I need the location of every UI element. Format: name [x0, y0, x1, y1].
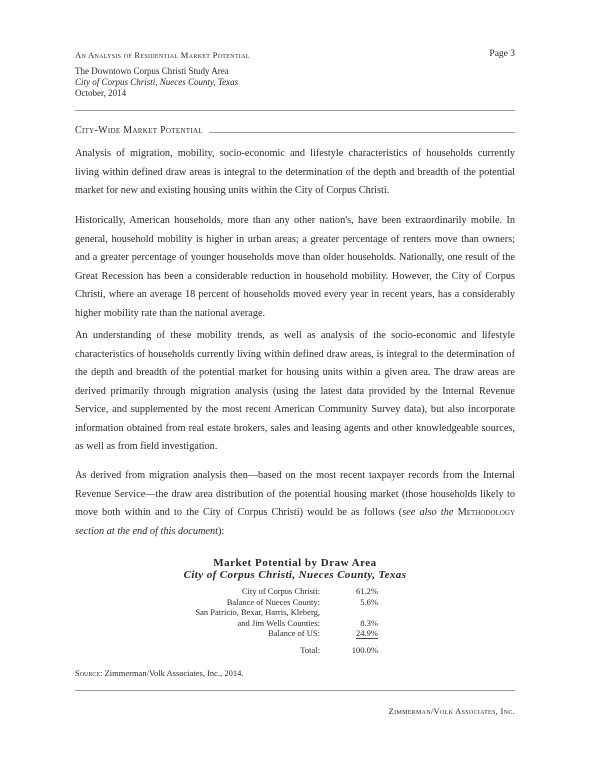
source-label: Source:: [75, 668, 103, 678]
row-value-text: 24.9%: [356, 628, 378, 638]
page-number: Page 3: [489, 49, 515, 59]
table-row: [75, 597, 515, 608]
source-text: Zimmerman/Volk Associates, Inc., 2014.: [102, 668, 244, 678]
header-divider: [75, 110, 515, 111]
table-row: [75, 618, 515, 629]
location: City of Corpus Christi, Nueces County, Texas: [75, 77, 239, 87]
study-area: The Downtown Corpus Christi Study Area: [75, 66, 229, 76]
draw-area-table: [75, 586, 515, 655]
paragraph-3: An understanding of these mobility trends, as well as analysis of the socio-economic and lifestyle characteristics of households currently living within defined draw areas, is integral to the determination of the depth and breadth of the potential market for housing units within a given area. The draw areas are derived primarily through migration analysis (using the latest data provided by the Internal Revenue Service, and supplemented by the most recent American Community Survey data), but also incorporate information obtained from real estate brokers, sales and leasing agents and other knowledgeable sources, as well as from field investigation.: [75, 330, 515, 452]
row-value: 8.3%: [360, 617, 378, 628]
footer-firm: Zimmerman/Volk Associates, Inc.: [388, 706, 515, 716]
row-label: Balance of US:: [268, 628, 320, 638]
paragraph-2: Historically, American households, more than any other nation's, have been extraordinarily mobile. In general, household mobility is higher in urban areas; a greater percentage of renters move than owners; and a greater percentage of younger households move than older households. Nationally, one result of the Great Recession has been a considerable reduction in household mobility. However, the City of Corpus Christi, where an average 18 percent of households moved every year in recent years, has a considerably higher mobility rate than the national average.: [75, 215, 515, 319]
table-row: [75, 586, 515, 597]
header-subtitle-block: [75, 66, 238, 99]
total-label: Total:: [300, 644, 320, 655]
paragraph-4-methodology: Methodology: [457, 507, 515, 518]
table-title: Market Potential by Draw Area: [213, 557, 377, 569]
total-value: 100.0%: [351, 644, 378, 655]
row-value: 61.2%: [356, 586, 378, 596]
row-label: and Jim Wells Counties:: [237, 617, 320, 628]
section-heading: [75, 125, 515, 136]
section-heading-rule: [209, 132, 515, 133]
report-title: An Analysis of Residential Market Potential: [75, 50, 250, 60]
row-value: [320, 607, 378, 618]
table-row: [75, 607, 515, 618]
paragraph-4-see-also: see also the: [402, 507, 458, 518]
source-note: [75, 668, 243, 678]
row-label: City of Corpus Christi:: [241, 586, 320, 596]
row-label: Balance of Nueces County:: [226, 596, 320, 607]
report-date: October, 2014: [75, 88, 127, 98]
paragraph-4-section-ref: section at the end of this document: [75, 525, 218, 537]
section-heading-text: City-Wide Market Potential: [75, 125, 203, 136]
row-value-underlined: [320, 628, 378, 639]
footer-divider: [75, 690, 515, 691]
row-label: San Patricio, Bexar, Harris, Kleberg,: [195, 607, 320, 617]
paragraph-4: [75, 467, 515, 541]
table-total-row: [75, 645, 515, 656]
table-row: [75, 628, 515, 639]
row-value: 5.6%: [360, 596, 378, 607]
paragraph-4-end: ):: [218, 525, 225, 537]
paragraph-4-main: As derived from migration analysis then—based on the most recent taxpayer records from the Internal Revenue Service—the draw area distribution of the potential housing market (those households likely to move both within and to the City of Corpus Christi) would be as follows (: [75, 470, 515, 518]
paragraph-1: Analysis of migration, mobility, socio-economic and lifestyle characteristics of households currently living within defined draw areas is integral to the determination of the depth and breadth of the potential market for new and existing housing units within the City of Corpus Christi.: [75, 148, 515, 196]
table-subtitle: City of Corpus Christi, Nueces County, Texas: [183, 569, 407, 581]
